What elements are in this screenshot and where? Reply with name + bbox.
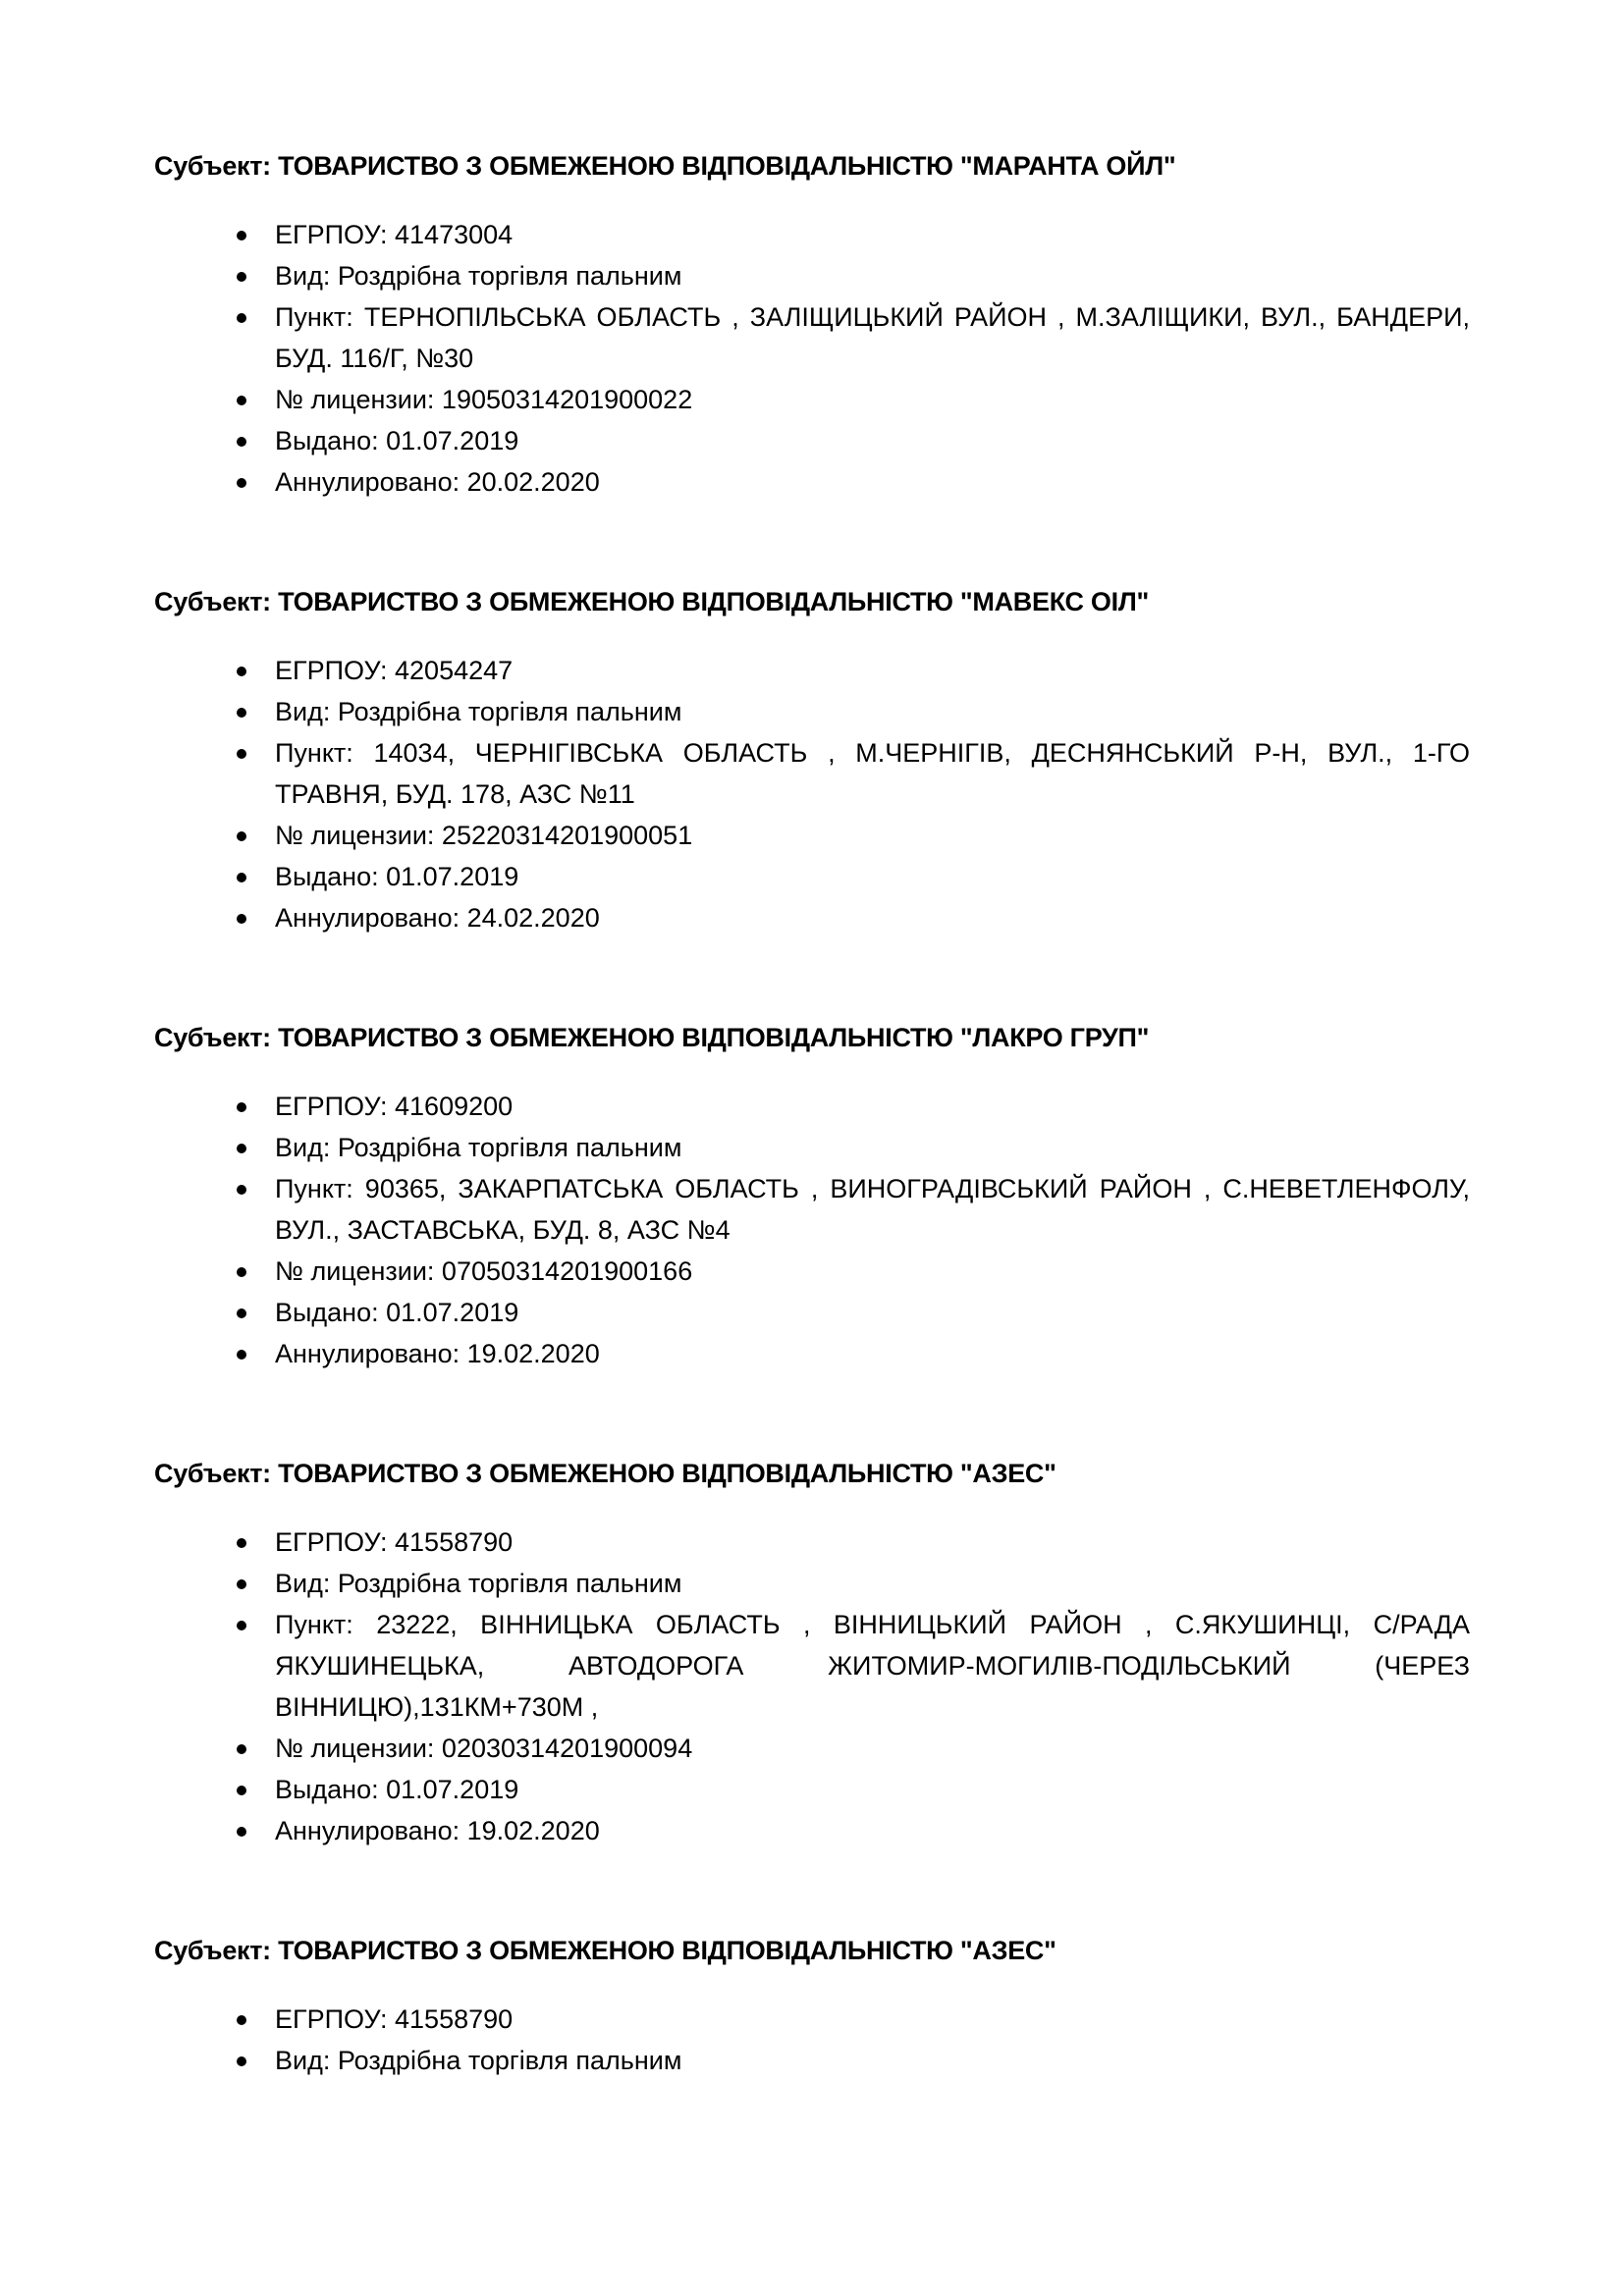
subject-heading: Субъект: ТОВАРИСТВО З ОБМЕЖЕНОЮ ВІДПОВІДАЛЬНІСТЮ "МАВЕКС ОІЛ" [154, 587, 1149, 616]
subject-properties-list [154, 214, 1470, 503]
subject-heading: Субъект: ТОВАРИСТВО З ОБМЕЖЕНОЮ ВІДПОВІДАЛЬНІСТЮ "ЛАКРО ГРУП" [154, 1023, 1150, 1052]
subject-heading: Субъект: ТОВАРИСТВО З ОБМЕЖЕНОЮ ВІДПОВІДАЛЬНІСТЮ "АЗЕС" [154, 1936, 1056, 1965]
item-activity-type: Вид: Роздрібна торгівля пальним [154, 1127, 1470, 1168]
item-issued-date: Выдано: 01.07.2019 [154, 856, 1470, 897]
subject-properties-list [154, 650, 1470, 938]
subject-section-azes-2 [154, 1930, 1470, 2081]
item-egrpou: ЕГРПОУ: 42054247 [154, 650, 1470, 691]
subject-section-azes [154, 1453, 1470, 1851]
item-annulled-date: Аннулировано: 24.02.2020 [154, 897, 1470, 938]
item-issued-date: Выдано: 01.07.2019 [154, 1769, 1470, 1810]
item-license-number: № лицензии: 19050314201900022 [154, 379, 1470, 420]
item-license-number: № лицензии: 02030314201900094 [154, 1728, 1470, 1769]
item-location: Пункт: ТЕРНОПІЛЬСЬКА ОБЛАСТЬ , ЗАЛІЩИЦЬКИЙ РАЙОН , М.ЗАЛІЩИКИ, ВУЛ., БАНДЕРИ, БУД. 116/Г, №30 [154, 296, 1470, 379]
item-issued-date: Выдано: 01.07.2019 [154, 420, 1470, 461]
item-egrpou: ЕГРПОУ: 41558790 [154, 1999, 1470, 2040]
subject-section-maranta-oil [154, 145, 1470, 503]
item-annulled-date: Аннулировано: 19.02.2020 [154, 1333, 1470, 1374]
item-location: Пункт: 23222, ВІННИЦЬКА ОБЛАСТЬ , ВІННИЦЬКИЙ РАЙОН , С.ЯКУШИНЦІ, С/РАДА ЯКУШИНЕЦЬКА, АВТОДОРОГА ЖИТОМИР-МОГИЛІВ-ПОДІЛЬСЬКИЙ (ЧЕРЕЗ ВІННИЦЮ),131КМ+730М , [154, 1604, 1470, 1728]
subject-heading: Субъект: ТОВАРИСТВО З ОБМЕЖЕНОЮ ВІДПОВІДАЛЬНІСТЮ "АЗЕС" [154, 1459, 1056, 1488]
subject-heading: Субъект: ТОВАРИСТВО З ОБМЕЖЕНОЮ ВІДПОВІДАЛЬНІСТЮ "МАРАНТА ОЙЛ" [154, 151, 1176, 181]
item-location: Пункт: 90365, ЗАКАРПАТСЬКА ОБЛАСТЬ , ВИНОГРАДІВСЬКИЙ РАЙОН , С.НЕВЕТЛЕНФОЛУ, ВУЛ., ЗАСТАВСЬКА, БУД. 8, АЗС №4 [154, 1168, 1470, 1251]
item-activity-type: Вид: Роздрібна торгівля пальним [154, 1563, 1470, 1604]
item-activity-type: Вид: Роздрібна торгівля пальним [154, 255, 1470, 296]
item-egrpou: ЕГРПОУ: 41558790 [154, 1522, 1470, 1563]
item-activity-type: Вид: Роздрібна торгівля пальним [154, 2040, 1470, 2081]
item-license-number: № лицензии: 07050314201900166 [154, 1251, 1470, 1292]
item-activity-type: Вид: Роздрібна торгівля пальним [154, 691, 1470, 732]
subject-section-maveks-oil [154, 581, 1470, 938]
item-egrpou: ЕГРПОУ: 41609200 [154, 1086, 1470, 1127]
item-annulled-date: Аннулировано: 19.02.2020 [154, 1810, 1470, 1851]
subject-properties-list [154, 1999, 1470, 2081]
item-egrpou: ЕГРПОУ: 41473004 [154, 214, 1470, 255]
subject-properties-list [154, 1522, 1470, 1851]
item-annulled-date: Аннулировано: 20.02.2020 [154, 461, 1470, 503]
subject-section-lakro-grup [154, 1017, 1470, 1374]
subject-properties-list [154, 1086, 1470, 1374]
item-license-number: № лицензии: 25220314201900051 [154, 815, 1470, 856]
item-location: Пункт: 14034, ЧЕРНІГІВСЬКА ОБЛАСТЬ , М.ЧЕРНІГІВ, ДЕСНЯНСЬКИЙ Р-Н, ВУЛ., 1-ГО ТРАВНЯ, БУД. 178, АЗС №11 [154, 732, 1470, 815]
item-issued-date: Выдано: 01.07.2019 [154, 1292, 1470, 1333]
